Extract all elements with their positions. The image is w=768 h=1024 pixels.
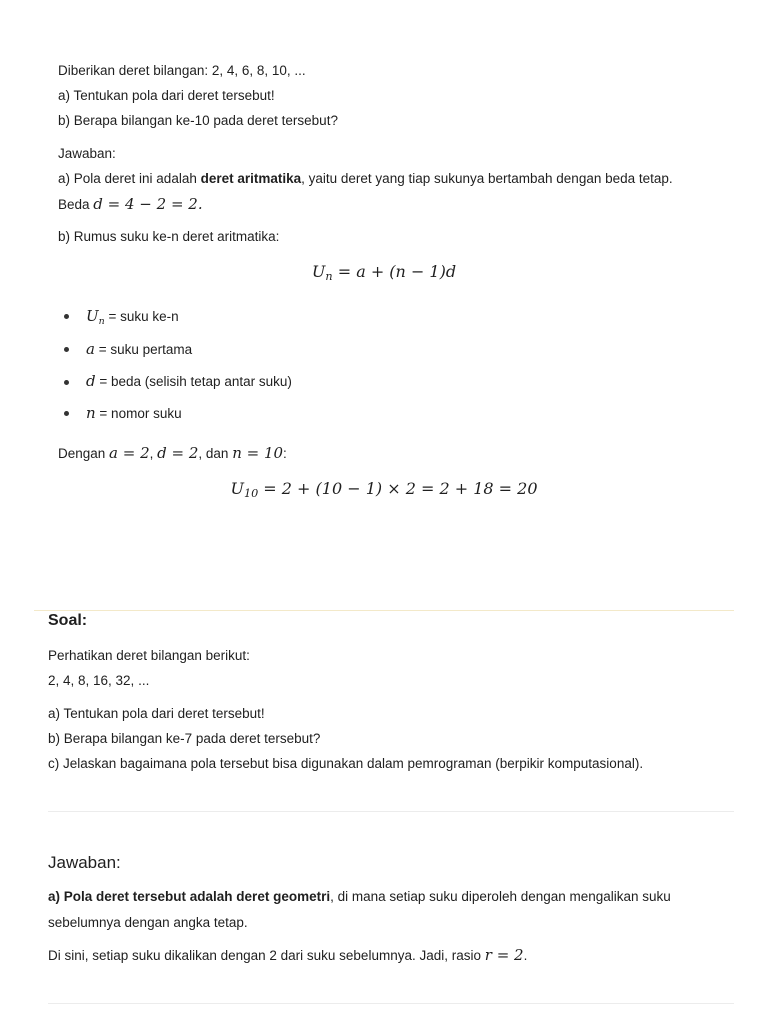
soal-heading: Soal:	[48, 612, 88, 629]
bullet-dot	[64, 411, 69, 416]
beda-line	[58, 195, 203, 214]
calculation-formula	[0, 480, 768, 503]
given-end: :	[283, 446, 287, 461]
given-a: a = 2	[109, 444, 150, 462]
jawaban-a-bold: a) Pola deret tersebut adalah deret geometri	[48, 889, 331, 904]
bullet-dot	[64, 314, 69, 319]
given-prefix: Dengan	[58, 446, 110, 461]
bullet-dot	[64, 347, 69, 352]
calc-rhs: = 2 + (10 − 1) × 2 = 2 + 18 = 20	[258, 479, 538, 498]
jawaban-a-line1	[48, 888, 671, 906]
var-item-n	[86, 404, 182, 423]
section-divider	[34, 610, 734, 611]
answer-a-bold: deret aritmatika	[200, 171, 302, 186]
jawaban-a-rest: , di mana setiap suku diperoleh dengan mengalikan suku	[330, 889, 671, 904]
soal-sequence: 2, 4, 8, 16, 32, ...	[48, 673, 150, 688]
soal-question-b: b) Berapa bilangan ke-7 pada deret tersebut?	[48, 731, 321, 746]
question-b: b) Berapa bilangan ke-10 pada deret tersebut?	[58, 113, 338, 128]
var-symbol: a	[86, 340, 95, 358]
calc-lhs: U	[230, 479, 244, 498]
ratio-text: Di sini, setiap suku dikalikan dengan 2 dari suku sebelumnya. Jadi, rasio	[48, 948, 485, 963]
calc-sub: 10	[243, 487, 259, 500]
var-item-a	[86, 340, 192, 359]
jawaban-a-line2: sebelumnya dengan angka tetap.	[48, 915, 248, 930]
var-symbol: U	[86, 307, 99, 325]
given-values	[58, 444, 287, 463]
ratio-math: r = 2	[484, 946, 524, 964]
beda-label: Beda	[58, 197, 94, 212]
given-sep1: ,	[149, 446, 158, 461]
var-desc: = suku ke-n	[104, 309, 179, 324]
var-item-un	[86, 307, 179, 331]
ratio-line	[48, 946, 527, 965]
section-divider	[48, 811, 734, 812]
var-sub: n	[98, 316, 105, 327]
soal-question-c: c) Jelaskan bagaimana pola tersebut bisa digunakan dalam pemrograman (berpikir komputasional).	[48, 756, 644, 771]
ratio-end: .	[523, 948, 528, 963]
arithmetic-formula	[0, 263, 768, 286]
question-a: a) Tentukan pola dari deret tersebut!	[58, 88, 275, 103]
given-d: d = 2	[157, 444, 199, 462]
formula-rhs: = a + (n − 1)d	[332, 262, 457, 281]
section-divider	[48, 1003, 734, 1004]
given-sep2: , dan	[198, 446, 233, 461]
answer-label: Jawaban:	[58, 146, 116, 161]
soal-question-a: a) Tentukan pola dari deret tersebut!	[48, 706, 265, 721]
var-desc: = nomor suku	[95, 406, 182, 421]
var-item-d	[86, 372, 292, 391]
var-symbol: d	[86, 372, 96, 390]
var-desc: = beda (selisih tetap antar suku)	[95, 374, 292, 389]
answer-a	[58, 170, 673, 188]
soal-intro: Perhatikan deret bilangan berikut:	[48, 648, 250, 663]
jawaban-heading: Jawaban:	[48, 853, 121, 872]
given-n: n = 10	[232, 444, 284, 462]
answer-b-intro: b) Rumus suku ke-n deret aritmatika:	[58, 229, 280, 244]
answer-a-suffix: , yaitu deret yang tiap sukunya bertambah dengan beda tetap.	[301, 171, 673, 186]
var-desc: = suku pertama	[94, 342, 193, 357]
problem-intro: Diberikan deret bilangan: 2, 4, 6, 8, 10, ...	[58, 63, 306, 78]
var-symbol: n	[86, 404, 96, 422]
bullet-dot	[64, 380, 69, 385]
answer-a-prefix: a) Pola deret ini adalah	[58, 171, 201, 186]
formula-sub: n	[325, 270, 333, 283]
formula-lhs: U	[311, 262, 326, 281]
beda-math: d = 4 − 2 = 2.	[93, 195, 203, 213]
